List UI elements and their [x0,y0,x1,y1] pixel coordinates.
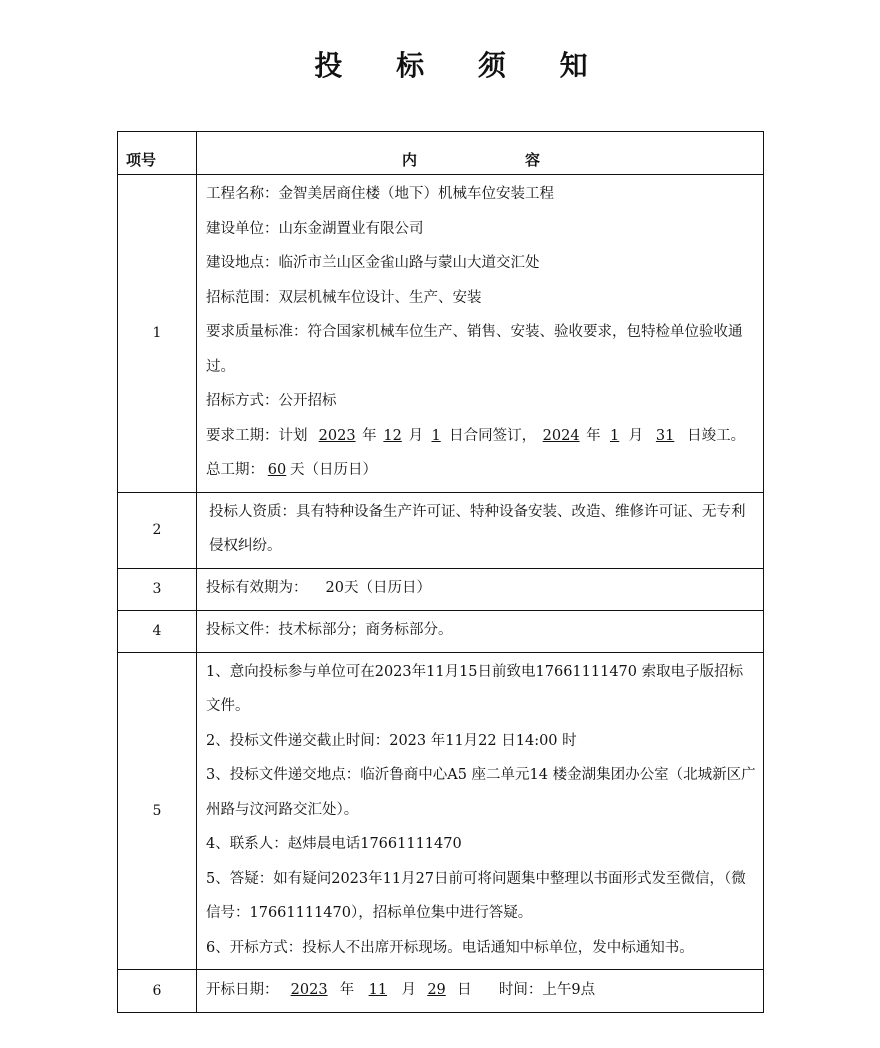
period-prefix: 要求工期：计划 [206,427,308,444]
notice-item-3: 3、投标文件递交地点：临沂鲁商中心A5 座二单元14 楼金湖集团办公室（北城新区广州路与汶河路交汇处）。 [206,767,756,818]
bidding-scope: 招标范围：双层机械车位设计、生产、安装 [206,289,482,306]
table-row [118,652,764,970]
bidding-method: 招标方式：公开招标 [206,393,337,409]
start-month-unit: 月 [408,427,424,444]
header-content [197,132,764,175]
row-content [197,652,764,970]
row-content [197,568,764,610]
row-number: 2 [118,492,197,568]
notice-table [117,131,764,1013]
opening-date-label: 开标日期： [206,981,279,998]
row-content [197,175,764,493]
row-number: 5 [118,652,197,970]
opening-month-unit: 月 [401,981,416,998]
opening-day: 29 [427,981,446,998]
bid-documents: 投标文件：技术标部分；商务标部分。 [206,621,453,638]
table-row [118,970,764,1013]
required-period [206,419,757,488]
end-day: 31 [655,427,675,444]
notice-item-4: 4、联系人：赵炜晨电话17661111470 [206,836,462,852]
row-content [197,970,764,1013]
start-day: 1 [431,427,441,444]
opening-time: 时间：上午9点 [498,981,596,998]
row-number: 1 [118,175,197,493]
period-finish: 日竣工。总工期： [206,427,746,478]
start-month: 12 [383,427,402,444]
bid-validity-label: 投标有效期为： [206,579,308,596]
notice-item-1: 1、意向投标参与单位可在2023年11月15日前致电17661111470 索取电子版招标文件。 [206,663,744,714]
end-month: 1 [609,427,620,444]
table-row [118,492,764,568]
row-number: 6 [118,970,197,1013]
header-content-char-1: 内 [402,151,418,169]
table-row [118,175,764,493]
project-name: 工程名称：金智美居商住楼（地下）机械车位安装工程 [206,186,554,202]
table-row [118,610,764,652]
row-number: 3 [118,568,197,610]
end-year: 2024 [542,427,580,444]
opening-year: 2023 [290,981,328,998]
table-header-row [118,132,764,175]
after-start: 日合同签订， [449,427,537,444]
header-item-no: 项号 [118,132,197,175]
table-row [118,568,764,610]
start-year-unit: 年 [362,427,377,444]
construction-site: 建设地点：临沂市兰山区金雀山路与蒙山大道交汇处 [206,255,540,271]
opening-month: 11 [368,981,388,998]
end-month-unit: 月 [628,427,644,444]
row-number: 4 [118,610,197,652]
notice-item-2: 2、投标文件递交截止时间：2023 年11月22 日14:00 时 [206,732,577,749]
notice-item-6: 6、开标方式：投标人不出席开标现场。电话通知中标单位，发中标通知书。 [206,939,694,956]
bid-validity-value: 20天（日历日） [325,579,431,596]
notice-item-5: 5、答疑：如有疑问2023年11月27日前可将问题集中整理以书面形式发至微信，（微信号：17661111470），招标单位集中进行答疑。 [206,870,746,921]
row-content [197,492,764,568]
period-suffix: 天（日历日） [290,462,377,478]
row-content [197,610,764,652]
bidder-qualification: 投标人资质：具有特种设备生产许可证、特种设备安装、改造、维修许可证、无专利侵权纠纷。 [209,503,746,554]
opening-date [206,973,757,1008]
construction-unit: 建设单位：山东金湖置业有限公司 [206,220,424,237]
start-year: 2023 [318,427,356,444]
end-year-unit: 年 [586,427,601,444]
bid-validity [206,571,757,606]
page-title: 投 标 须 知 [314,49,610,82]
total-days: 60 [267,462,287,478]
opening-day-unit: 日 [457,981,472,998]
opening-year-unit: 年 [339,981,355,998]
quality-standard: 要求质量标准：符合国家机械车位生产、销售、安装、验收要求，包特检单位验收通过。 [206,324,743,375]
header-content-char-2: 容 [525,151,541,169]
